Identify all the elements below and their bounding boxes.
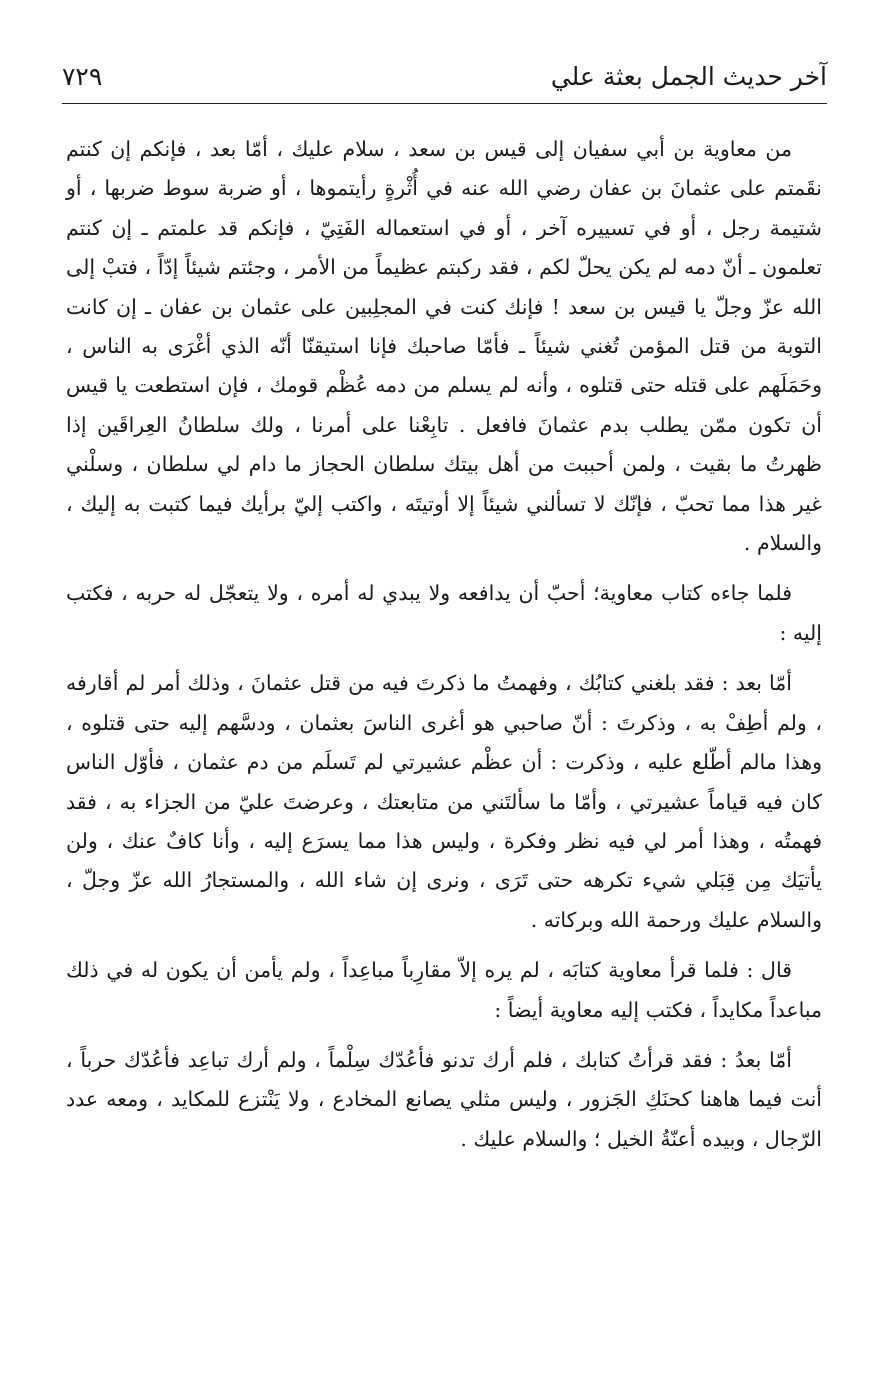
paragraph-qays-reply: أمّا بعد : فقد بلغني كتابُك ، وفهمتُ ما ذكرتَ فيه من قتل عثمانَ ، وذلك أمر لم أقارفه ، ولم أطِفْ به ، وذكرتَ : أنّ صاحبي هو أغرى الناسَ بعثمان ، ودسَّهم إليه حتى قتلوه ، وهذا مالم أطّلع عليه ، وذكرت : أن عظْم عشيرتي لم تَسلَم من دم عثمان ، فأوّل الناس كان فيه قياماً عشيرتي ، وأمّا ما سألتَني من متابعتك ، وعرضتَ عليّ من الجزاء به ، فقد فهمتُه ، وهذا أمر لي فيه نظر وفكرة ، وليس هذا مما يسرَع إليه ، وأنا كافٌ عنك ، ولن يأتيَك مِن قِبَلي شيء تكرهه حتى تَرَى ، ونرى إن شاء الله ، والمستجارُ الله عزّ وجلّ ، والسلام عليك ورحمة الله وبركاته . (66, 671, 822, 932)
body-text (66, 130, 822, 1159)
paragraph-muawiya-second-letter: أمّا بعدُ : فقد قرأتُ كتابك ، فلم أرك تدنو فأعُدّك سِلْماً ، ولم أرك تباعِد فأعُدّك حرباً ، أنت فيما هاهنا كحنَكِ الجَزور ، وليس مثلي يصانع المخادع ، ولا يَنْتزع للمكايد ، ومعه عدد الرّجال ، وبيده أعنّةُ الخيل ؛ والسلام عليك . (66, 1047, 822, 1151)
page-number: ٧٢٩ (62, 62, 103, 91)
page-header (62, 56, 827, 102)
header-rule (62, 103, 827, 104)
paragraph-narration: فلما جاءه كتاب معاوية؛ أحبّ أن يدافعه ولا يبدي له أمره ، ولا يتعجّل له حربه ، فكتب إليه : (66, 581, 822, 645)
paragraph-muawiya-letter: من معاوية بن أبي سفيان إلى قيس بن سعد ، سلام عليك ، أمّا بعد ، فإنكم إن كنتم نقَمتم على عثمانَ بن عفان رضي الله عنه في أُثْرةٍ رأيتموها ، أو ضربة سوط ضربها ، أو شتيمة رجل ، أو في تسييره آخر ، أو في استعماله الفَتِيّ ، فإنكم قد علمتم ـ إن كنتم تعلمون ـ أنّ دمه لم يكن يحلّ لكم ، فقد ركبتم عظيماً من الأمر ، وجئتم شيئاً إدّاً ، فتبْ إلى الله عزّ وجلّ يا قيس بن سعد ! فإنك كنت في المجلِبين على عثمان بن عفان ـ إن كانت التوبة من قتل المؤمن تُغني شيئاً ـ فأمّا صاحبك فإنا استيقنّا أنّه الذي أغْرَى به الناس ، وحَمَلَهم على قتله حتى قتلوه ، وأنه لم يسلم من دمه عُظْم قومك ، فإن استطعت يا قيس أن تكون ممّن يطلب بدم عثمانَ فافعل . تابِعْنا على أمرنا ، ولك سلطانُ العِراقَين إذا ظهرتُ ما بقيت ، ولمن أحببت من أهل بيتك سلطان الحجاز ما دام لي سلطان ، وسلْني غير هذا مما تحبّ ، فإنّك لا تسألني شيئاً إلا أوتيتَه ، واكتب إليّ برأيك فيما كتبت به إليك ، والسلام . (66, 137, 822, 556)
paragraph-narration: قال : فلما قرأ معاوية كتابَه ، لم يره إلاّ مقارِباً مباعِداً ، ولم يأمن أن يكون له في ذلك مباعداً مكايداً ، فكتب إليه معاوية أيضاً : (66, 958, 822, 1022)
running-title: آخر حديث الجمل بعثة علي (550, 62, 827, 91)
